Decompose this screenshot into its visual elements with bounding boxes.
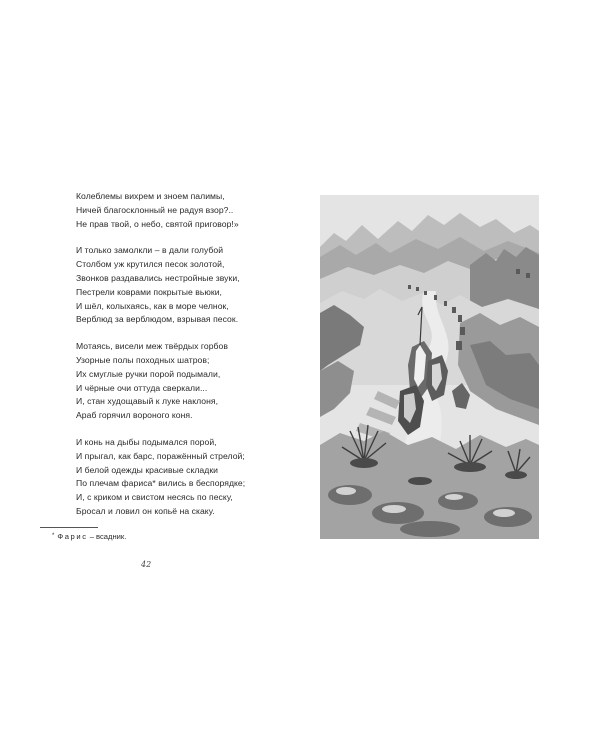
poem-line: Ничей благосклонный не радуя взор?.. xyxy=(76,204,234,215)
poem-line: И прыгал, как барс, поражённый стрелой; xyxy=(76,450,245,461)
poem-line: Мотаясь, висели меж твёрдых горбов xyxy=(76,341,228,352)
poem-line: Узорные полы походных шатров; xyxy=(76,354,210,365)
illustration-drawing xyxy=(320,195,539,539)
page-number: 42 xyxy=(141,560,152,569)
poem-line: И, с криком и свистом несясь по песку, xyxy=(76,492,233,503)
poem-line: По плечам фариса* вились в беспорядке; xyxy=(76,478,246,489)
poem-stanza-2 xyxy=(76,244,291,327)
footnote xyxy=(52,532,126,543)
poem-stanza-1 xyxy=(76,190,291,231)
caravan-in-mountains-illustration xyxy=(320,195,539,539)
poem-line: Их смуглые ручки порой подымали, xyxy=(76,368,221,379)
footnote-term: Фарис xyxy=(57,532,88,541)
poem-stanza-4 xyxy=(76,436,291,519)
poem-line: И шёл, колыхаясь, как в море челнок, xyxy=(76,300,229,311)
poem-line: И только замолкли – в дали голубой xyxy=(76,245,224,256)
poem-line: Колеблемы вихрем и зноем палимы, xyxy=(76,191,225,201)
poem-line: Пестрели коврами покрытые вьюки, xyxy=(76,286,222,297)
poem-line: И, стан худощавый к луке наклоня, xyxy=(76,396,219,407)
poem-line: Бросал и ловил он копьё на скаку. xyxy=(76,505,215,516)
poem-line: Столбом уж крутился песок золотой, xyxy=(76,259,225,270)
footnote-divider xyxy=(40,527,98,528)
poem-line: Не прав твой, о небо, святой приговор!» xyxy=(76,218,239,229)
poem-text xyxy=(76,190,291,532)
poem-line: И чёрные очи оттуда сверкали... xyxy=(76,382,208,393)
poem-line: Верблюд за верблюдом, взрывая песок. xyxy=(76,314,239,325)
poem-line: И конь на дыбы подымался порой, xyxy=(76,436,217,447)
poem-stanza-3 xyxy=(76,340,291,423)
footnote-mark: * xyxy=(52,533,55,539)
footnote-definition: – всадник. xyxy=(87,532,127,541)
poem-line: И белой одежды красивые складки xyxy=(76,464,218,475)
poem-line: Араб горячил вороного коня. xyxy=(76,410,193,421)
poem-line: Звонков раздавались нестройные звуки, xyxy=(76,272,240,283)
